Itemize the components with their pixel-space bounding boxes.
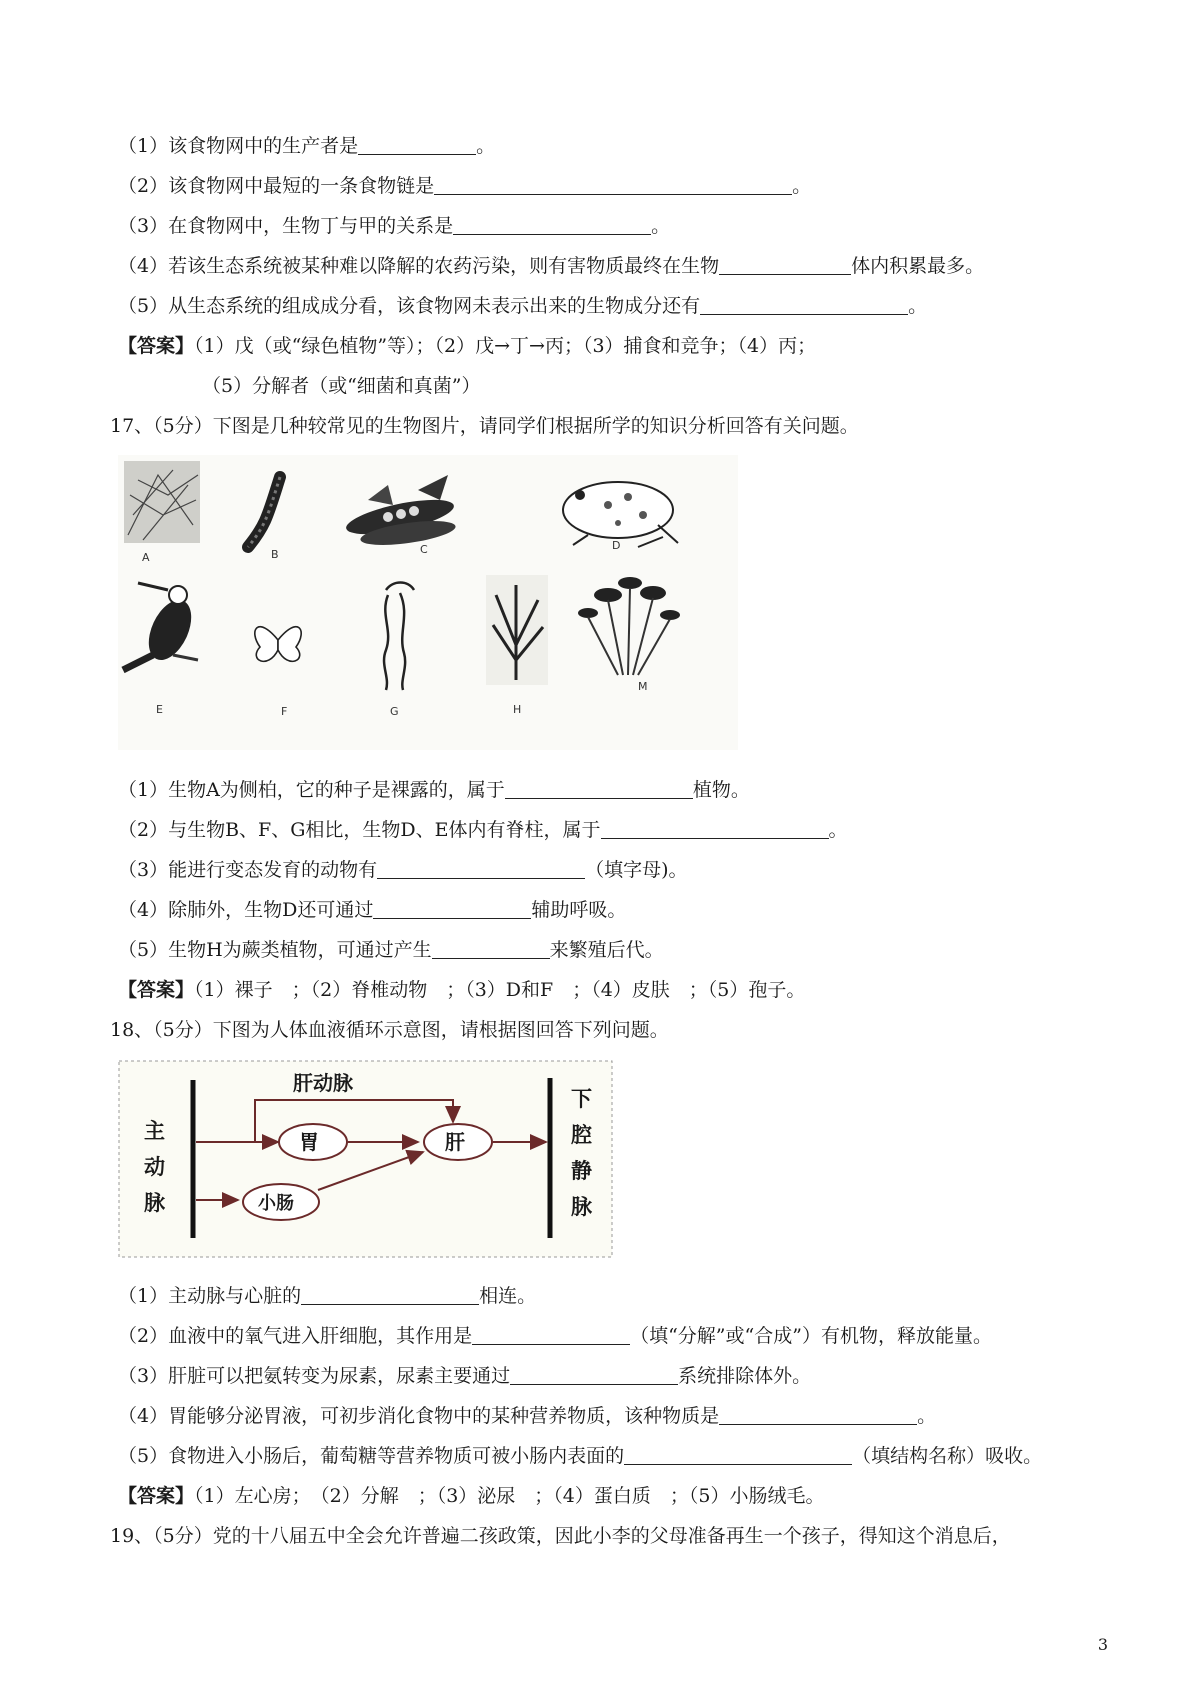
q18-item-1-tail: 相连。 (479, 1285, 537, 1307)
stomach-label: 胃 (299, 1130, 319, 1154)
q17-item-3-text: （3）能进行变态发育的动物有 (118, 859, 378, 881)
q17-item-2-tail: 。 (828, 819, 848, 841)
q18-item-5 (118, 1442, 1042, 1470)
organism-pictures (118, 455, 738, 750)
q16-item-1-tail: 。 (476, 135, 496, 157)
q17-item-5-text: （5）生物H为蕨类植物，可通过产生 (118, 939, 432, 961)
q16-answer (118, 332, 816, 360)
vena-cava-label-4: 脉 (571, 1195, 592, 1219)
answer-blank[interactable] (472, 1324, 630, 1345)
q18-item-1-text: （1）主动脉与心脏的 (118, 1285, 302, 1307)
q17-item-2-text: （2）与生物B、F、G相比，生物D、E体内有脊柱，属于 (118, 819, 601, 841)
q19-title-text: 19、（5分）党的十八届五中全会允许普遍二孩政策，因此小李的父母准备再生一个孩子，得知这个消息后， (110, 1525, 1011, 1547)
vena-cava-label-2: 腔 (571, 1123, 592, 1147)
q18-item-5-tail: （填结构名称）吸收。 (852, 1445, 1043, 1467)
organism-figure (118, 455, 738, 750)
q16-item-5 (118, 292, 927, 320)
q17-answer (118, 976, 805, 1004)
q16-item-3 (118, 212, 670, 240)
answer-blank[interactable] (719, 1404, 917, 1425)
answer-blank[interactable] (700, 294, 908, 315)
answer-blank[interactable] (373, 898, 531, 919)
q16-item-2-text: （2）该食物网中最短的一条食物链是 (118, 175, 435, 197)
q18-item-2 (118, 1322, 992, 1350)
q16-item-5-text: （5）从生态系统的组成成分看，该食物网未表示出来的生物成分还有 (118, 295, 701, 317)
answer-blank[interactable] (301, 1284, 479, 1305)
q17-item-5 (118, 936, 664, 964)
q17-item-4-tail: 辅助呼吸。 (531, 899, 627, 921)
q16-item-4-text: （4）若该生态系统被某种难以降解的农药污染，则有害物质最终在生物 (118, 255, 720, 277)
picture-label-b: B (271, 548, 279, 561)
answer-blank[interactable] (358, 134, 476, 155)
liver-label: 肝 (445, 1130, 465, 1154)
q18-item-5-text: （5）食物进入小肠后，葡萄糖等营养物质可被小肠内表面的 (118, 1445, 625, 1467)
q17-item-1 (118, 776, 750, 804)
q16-item-4 (118, 252, 984, 280)
q17-item-3 (118, 856, 688, 884)
q16-item-3-text: （3）在食物网中，生物丁与甲的关系是 (118, 215, 454, 237)
q16-item-3-tail: 。 (651, 215, 671, 237)
q16-item-4-tail: 体内积累最多。 (851, 255, 985, 277)
answer-blank[interactable] (377, 858, 585, 879)
q17-item-1-tail: 植物。 (692, 779, 750, 801)
small-intestine-label: 小肠 (258, 1193, 294, 1214)
picture-label-m: M (638, 680, 648, 693)
page-number: 3 (1097, 1635, 1108, 1654)
q16-answer-line2-text: （5）分解者（或“细菌和真菌”） (202, 375, 481, 397)
aorta-label-1: 主 (144, 1119, 165, 1143)
cypress-picture (124, 461, 200, 543)
q18-item-3-tail: 系统排除体外。 (678, 1365, 812, 1387)
picture-label-c: C (420, 543, 428, 556)
q18-answer-text: （1）左心房； （2）分解 ；（3）泌尿 ；（4）蛋白质 ；（5）小肠绒毛。 (194, 1485, 825, 1507)
q16-answer-line1: （1）戊（或“绿色植物”等）；（2）戊→丁→丙；（3）捕食和竞争；（4）丙； (194, 335, 817, 357)
picture-label-g: G (390, 705, 399, 718)
picture-label-a: A (142, 551, 150, 564)
picture-label-f: F (281, 705, 288, 718)
answer-blank[interactable] (453, 214, 651, 235)
q17-title-text: 17、（5分）下图是几种较常见的生物图片，请同学们根据所学的知识分析回答有关问题。 (110, 415, 859, 437)
vena-cava-label-1: 下 (571, 1087, 592, 1111)
vena-cava-label-3: 静 (571, 1159, 592, 1183)
answer-tag: 【答案】 (118, 979, 195, 1001)
q17-item-3-tail: （填字母)。 (585, 859, 688, 881)
q18-item-4 (118, 1402, 936, 1430)
blood-circulation-diagram (118, 1060, 613, 1258)
fern-picture (486, 575, 548, 685)
answer-blank[interactable] (434, 174, 792, 195)
aorta-label-2: 动 (144, 1155, 165, 1179)
q16-item-5-tail: 。 (908, 295, 928, 317)
answer-tag: 【答案】 (118, 1485, 195, 1507)
q18-item-4-tail: 。 (917, 1405, 937, 1427)
q16-answer-line2 (202, 372, 481, 400)
q18-item-2-text: （2）血液中的氧气进入肝细胞，其作用是 (118, 1325, 473, 1347)
q16-item-1-text: （1）该食物网中的生产者是 (118, 135, 359, 157)
answer-blank[interactable] (719, 254, 851, 275)
q16-item-2-tail: 。 (792, 175, 812, 197)
q18-item-1 (118, 1282, 536, 1310)
q17-title (110, 412, 859, 440)
q18-title-text: 18、（5分）下图为人体血液循环示意图，请根据图回答下列问题。 (110, 1019, 669, 1041)
q17-item-1-text: （1）生物A为侧柏，它的种子是裸露的，属于 (118, 779, 505, 801)
q17-item-4 (118, 896, 626, 924)
picture-label-e: E (156, 703, 163, 716)
q16-item-1 (118, 132, 495, 160)
hepatic-artery-label: 肝动脉 (293, 1071, 353, 1095)
aorta-label-3: 脉 (144, 1191, 165, 1215)
q18-item-3-text: （3）肝脏可以把氨转变为尿素，尿素主要通过 (118, 1365, 511, 1387)
q17-item-4-text: （4）除肺外，生物D还可通过 (118, 899, 374, 921)
q17-item-5-tail: 来繁殖后代。 (549, 939, 664, 961)
q16-item-2 (118, 172, 811, 200)
q17-item-2 (118, 816, 848, 844)
q18-answer (118, 1482, 824, 1510)
q17-answer-text: （1）裸子 ；（2）脊椎动物 ；（3）D和F ；（4）皮肤 ；（5）孢子。 (194, 979, 806, 1001)
circulation-svg (118, 1060, 613, 1258)
q18-item-2-tail: （填“分解”或“合成”）有机物，释放能量。 (630, 1325, 992, 1347)
q18-title (110, 1016, 669, 1044)
picture-label-h: H (513, 703, 522, 716)
answer-blank[interactable] (510, 1364, 678, 1385)
q18-item-4-text: （4）胃能够分泌胃液，可初步消化食物中的某种营养物质，该种物质是 (118, 1405, 720, 1427)
q19-title (110, 1522, 1011, 1550)
answer-blank[interactable] (432, 938, 550, 959)
answer-blank[interactable] (601, 818, 829, 839)
picture-label-d: D (612, 539, 621, 552)
answer-blank[interactable] (624, 1444, 852, 1465)
answer-blank[interactable] (505, 778, 693, 799)
answer-tag: 【答案】 (118, 335, 195, 357)
q18-item-3 (118, 1362, 811, 1390)
